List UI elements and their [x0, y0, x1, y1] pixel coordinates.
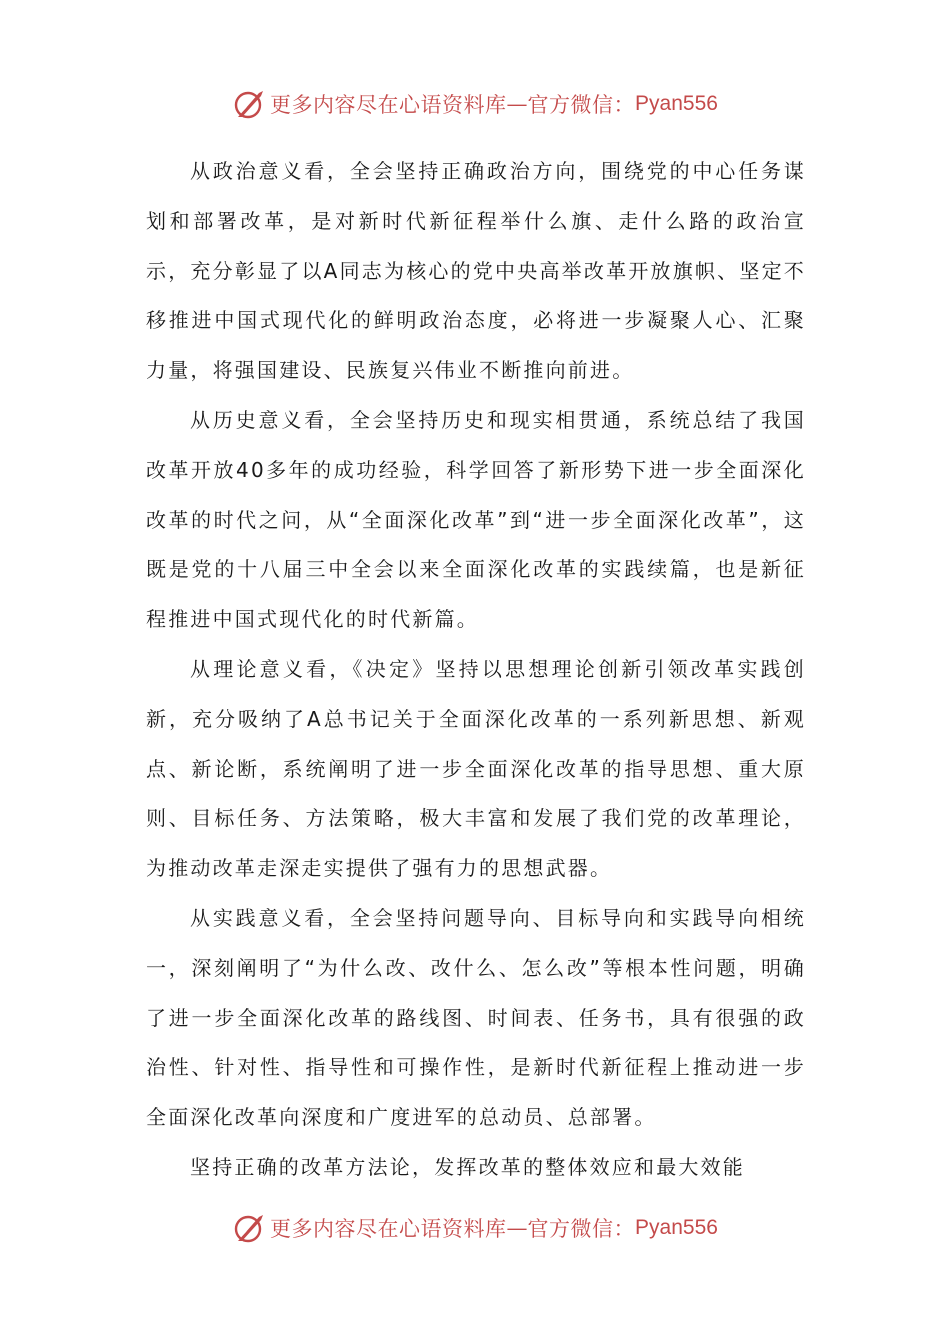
- paragraph-political: 从政治意义看，全会坚持正确政治方向，围绕党的中心任务谋划和部署改革，是对新时代新征程举什么旗、走什么路的政治宣示，充分彰显了以A同志为核心的党中央高举改革开放旗帜、坚定不移推进中国式现代化的鲜明政治态度，必将进一步凝聚人心、汇聚力量，将强国建设、民族复兴伟业不断推向前进。: [146, 159, 806, 383]
- footer-banner: [0, 1208, 950, 1248]
- banner-wechat-id: Pyan556: [635, 1216, 718, 1239]
- paragraph-historical: 从历史意义看，全会坚持历史和现实相贯通，系统总结了我国改革开放40多年的成功经验，科学回答了新形势下进一步全面深化改革的时代之问，从“全面深化改革”到“进一步全面深化改革”，这既是党的十八届三中全会以来全面深化改革的实践续篇，也是新征程推进中国式现代化的时代新篇。: [146, 407, 806, 632]
- banner-title: 更多内容尽在心语资料库: [270, 1217, 507, 1241]
- banner-separator: —: [506, 92, 528, 116]
- quill-logo-icon: [232, 1211, 266, 1245]
- section-heading: 坚持正确的改革方法论，发挥改革的整体效应和最大效能: [190, 1154, 745, 1179]
- paragraph-theoretical: 从理论意义看，《决定》坚持以思想理论创新引领改革实践创新，充分吸纳了A总书记关于全面深化改革的一系列新思想、新观点、新论断，系统阐明了进一步全面深化改革的指导思想、重大原则、目标任务、方法策略，极大丰富和发展了我们党的改革理论，为推动改革走深走实提供了强有力的思想武器。: [146, 656, 806, 881]
- banner-title: 更多内容尽在心语资料库: [270, 93, 507, 117]
- quill-logo-icon: [232, 87, 266, 121]
- banner-wechat-label: 官方微信：: [527, 93, 636, 117]
- banner-separator: —: [506, 1216, 528, 1240]
- banner-wechat-id: Pyan556: [635, 92, 718, 115]
- article-body: [146, 147, 806, 1193]
- banner-wechat-label: 官方微信：: [527, 1217, 636, 1241]
- paragraph-practical: 从实践意义看，全会坚持问题导向、目标导向和实践导向相统一，深刻阐明了“为什么改、改什么、怎么改”等根本性问题，明确了进一步全面深化改革的路线图、时间表、任务书，具有很强的政治性、针对性、指导性和可操作性，是新时代新征程上推动进一步全面深化改革向深度和广度进军的总动员、总部署。: [146, 905, 806, 1130]
- header-banner: [0, 84, 950, 124]
